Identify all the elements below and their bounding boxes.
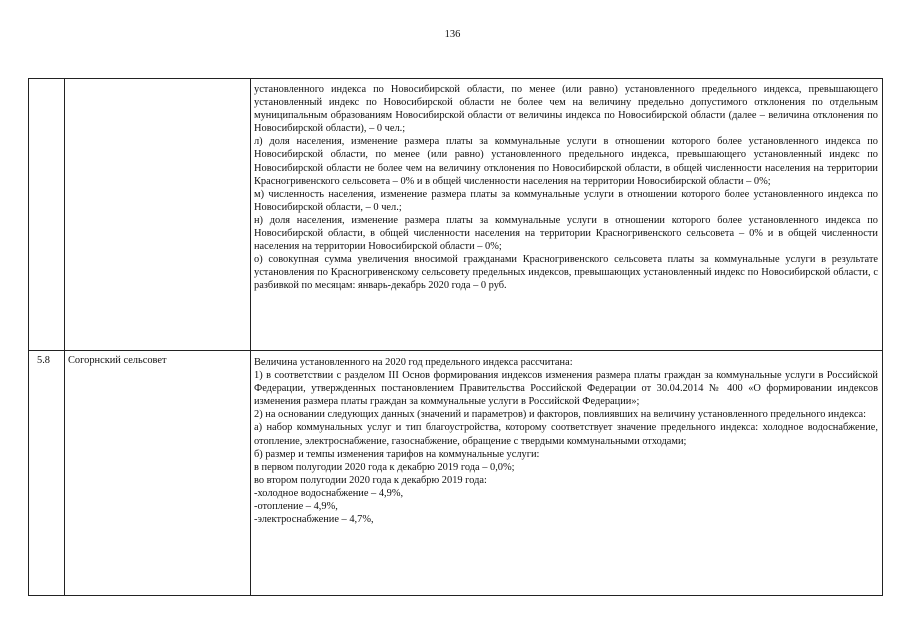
paragraph: м) численность населения, изменение размера платы за коммунальные услуги в отношении которого более установленного индекса по Новосибирской области, – 0 чел.; <box>254 188 878 213</box>
paragraph: 2) на основании следующих данных (значений и параметров) и факторов, повлиявших на величину установленного предельного индекса: <box>254 409 867 421</box>
paragraph: а) набор коммунальных услуг и тип благоустройства, которому соответствует значение предельного индекса: холодное водоснабжение, отопление, электроснабжение, газоснабжение, обращение с твердыми коммунальными отходами; <box>254 422 878 447</box>
page-number: 136 <box>444 29 461 40</box>
row-name-cell <box>65 79 251 351</box>
row-text-cell <box>251 351 883 596</box>
row-name-cell <box>65 351 251 596</box>
paragraph: б) размер и темпы изменения тарифов на коммунальные услуги: <box>254 448 540 460</box>
table-row <box>29 79 883 351</box>
row-number-cell <box>29 351 65 596</box>
paragraph: в первом полугодии 2020 года к декабрю 2019 года – 0,0%; <box>254 461 515 473</box>
row-text-block <box>251 79 882 296</box>
row-number: 5.8 <box>37 355 50 366</box>
paragraph: 1) в соответствии с разделом III Основ формирования индексов изменения размера платы граждан за коммунальные услуги в Российской Федерации, утвержденных постановлением Правительства Российской Федерации от 30.04.2014 № 400 «О формировании индексов изменения размера платы граждан за коммунальные услуги в Российской Федерации»; <box>254 370 878 408</box>
paragraph: Величина установленного на 2020 год предельного индекса рассчитана: <box>254 357 573 368</box>
paragraph: -холодное водоснабжение – 4,9%, <box>254 487 404 499</box>
document-table <box>28 78 883 596</box>
paragraph: -отопление – 4,9%, <box>254 501 338 513</box>
paragraph: во втором полугодии 2020 года к декабрю 2019 года: <box>254 474 487 486</box>
paragraph: установленного индекса по Новосибирской области, по менее (или равно) установленного предельного индекса, превышающего установленный индекс по Новосибирской области не более чем на величину предельно допустимого отклонения по отдельным муниципальным образованиям Новосибирской области от величины индекса по Новосибирской области (далее – величина отклонения по Новосибирской области), – 0 чел.; <box>254 84 878 135</box>
row-number <box>29 79 64 82</box>
row-name <box>65 79 250 82</box>
paragraph: л) доля населения, изменение размера платы за коммунальные услуги в отношении которого более установленного индекса по Новосибирской области, по менее (или равно) установленного предельного индекса, превышающего установленный индекс по Новосибирской области не более чем на величину отклонения по Новосибирской области, в общей численности населения на территории Красногривенского сельсовета – 0% и в общей численности населения на территории Новосибирской области – 0%; <box>254 136 878 187</box>
paragraph: о) совокупная сумма увеличения вносимой гражданами Красногривенского сельсовета платы за коммунальные услуги в результате установления по Красногривенскому сельсовету предельных индексов, превышающих установленный индекс по Новосибирской области, с разбивкой по месяцам: январь-декабрь 2020 года – 0 руб. <box>254 254 878 292</box>
paragraph: н) доля населения, изменение размера платы за коммунальные услуги в отношении которого более установленного индекса по Новосибирской области, в общей численности населения на территории Красногривенского сельсовета – 0% и в общей численности населения на территории Новосибирской области – 0%; <box>254 214 878 253</box>
row-name: Согорнский сельсовет <box>68 355 167 366</box>
row-text-block <box>251 351 882 529</box>
paragraph: -электроснабжение – 4,7%, <box>254 514 374 526</box>
row-number-cell <box>29 79 65 351</box>
row-text-cell <box>251 79 883 351</box>
table-row <box>29 351 883 596</box>
